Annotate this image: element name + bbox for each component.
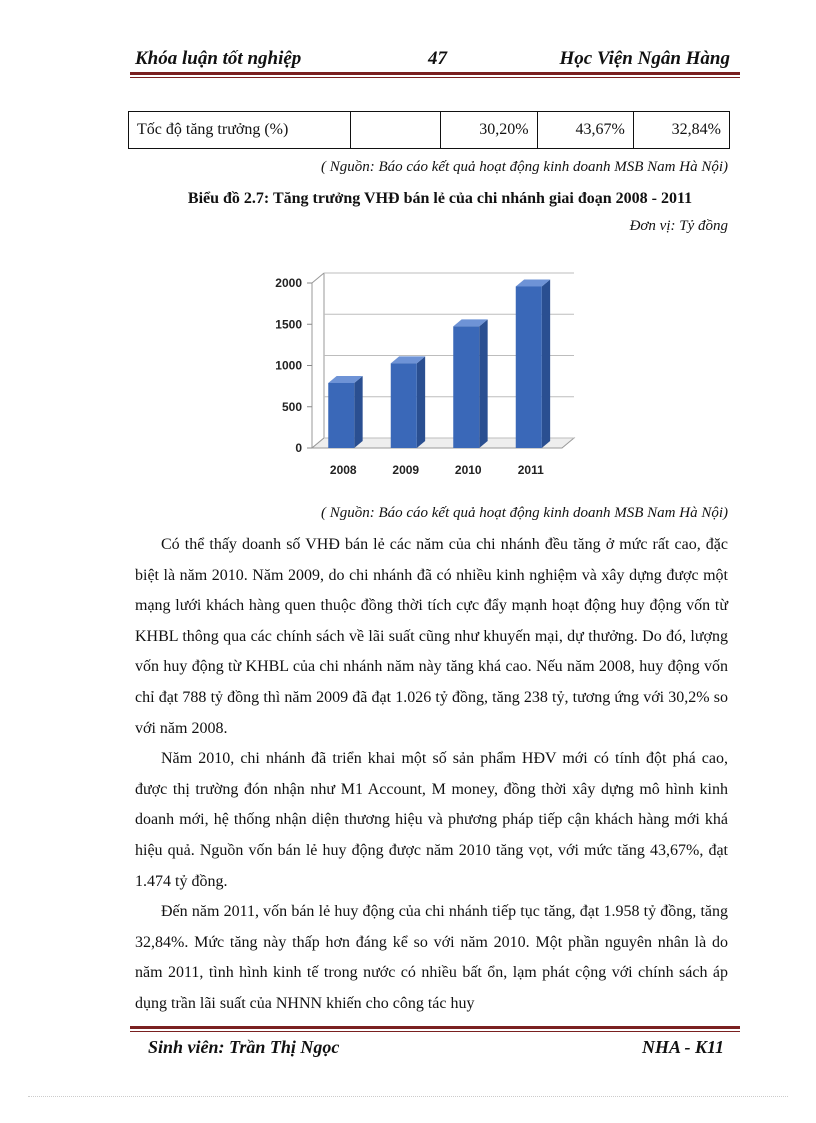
footer-class: NHA - K11 [641, 1037, 724, 1057]
bar-2011 [516, 279, 550, 448]
table-row-label: Tốc độ tăng trưởng (%) [129, 112, 351, 149]
bar-front [453, 326, 479, 448]
chart-bars [328, 279, 550, 448]
header-rule [130, 72, 740, 78]
source-note-bottom: ( Nguồn: Báo cáo kết quả hoạt động kinh doanh MSB Nam Hà Nội) [320, 505, 728, 521]
y-tick-label: 1500 [275, 317, 302, 332]
table-cell: 43,67% [537, 112, 633, 149]
table-cell: 30,20% [441, 112, 537, 149]
page-edge-divider [28, 1096, 788, 1097]
footer-student: Sinh viên: Trần Thị Ngọc [148, 1037, 340, 1057]
chart-caption: Biểu đồ 2.7: Tăng trưởng VHĐ bán lẻ của chi nhánh giai đoạn 2008 - 2011 [187, 190, 693, 207]
y-tick-label: 1000 [275, 358, 302, 373]
unit-label: Đơn vị: Tỷ đồng [629, 218, 728, 234]
bar-side [542, 279, 550, 448]
bar-side [417, 356, 425, 448]
bar-front [328, 383, 354, 448]
body-text [135, 530, 728, 1020]
x-tick-label: 2010 [454, 463, 482, 477]
x-tick-label: 2008 [329, 463, 357, 477]
y-tick-label: 0 [295, 441, 302, 455]
paragraph-3: Đến năm 2011, vốn bán lẻ huy động của chi nhánh tiếp tục tăng, đạt 1.958 tỷ đồng, tăng 32,84%. Mức tăng này thấp hơn đáng kể so với năm 2010. Một phần nguyên nhân là do năm 2011, tình hình kinh tế trong nước có nhiều bất ổn, lạm phát cộng với chính sách áp dụng trần lãi suất của NHNN khiến cho công tác huy [135, 903, 728, 1012]
bar-side [479, 319, 487, 448]
chart-axis [312, 273, 324, 448]
table-cell [351, 112, 441, 149]
source-note-top: ( Nguồn: Báo cáo kết quả hoạt động kinh doanh MSB Nam Hà Nội) [320, 159, 728, 175]
bar-front [516, 286, 542, 448]
footer-rule [130, 1026, 740, 1032]
bar-side [354, 376, 362, 448]
paragraph-2: Năm 2010, chi nhánh đã triển khai một số sản phẩm HĐV mới có tính đột phá cao, được thị trường đón nhận như M1 Account, M money, đồng thời xây dựng mô hình kinh doanh mới, hệ thống nhận diện thương hiệu và phương pháp tiếp cận khách hàng mới khá hiệu quả. Nguồn vốn bán lẻ huy động được năm 2010 tăng vọt, với mức tăng 43,67%, đạt 1.474 tỷ đồng. [135, 750, 728, 890]
chart-y-ticks [275, 276, 302, 455]
y-tick-label: 2000 [275, 276, 302, 290]
bar-2010 [453, 319, 487, 448]
paragraph-1: Có thể thấy doanh số VHĐ bán lẻ các năm của chi nhánh đều tăng ở mức rất cao, đặc biệt là năm 2010. Năm 2009, do chi nhánh đã có nhiều kinh nghiệm và xây dựng được một mạng lưới khách hàng quen thuộc đồng thời tích cực đẩy mạnh hoạt động huy động vốn từ KHBL thông qua các chính sách về lãi suất cũng như khuyến mại, dự thưởng. Do đó, lượng vốn huy động từ KHBL của chi nhánh năm này tăng khá cao. Nếu năm 2008, huy động vốn chỉ đạt 788 tỷ đồng thì năm 2009 đã đạt 1.026 tỷ đồng, tăng 238 tỷ, tương ứng với 30,2% so với năm 2008. [135, 536, 728, 737]
x-tick-label: 2009 [392, 463, 420, 477]
table-cell: 32,84% [633, 112, 729, 149]
y-tick-label: 500 [281, 399, 302, 414]
bar-front [391, 363, 417, 448]
bar-2008 [328, 376, 362, 448]
growth-table [128, 111, 730, 149]
header-right-title: Học Viện Ngân Hàng [559, 48, 730, 69]
x-tick-label: 2011 [517, 463, 544, 477]
chart-x-ticks [330, 463, 544, 477]
table-row [129, 112, 730, 149]
bar-chart [250, 255, 620, 485]
header-left-title: Khóa luận tốt nghiệp [135, 48, 302, 69]
page-number: 47 [428, 48, 447, 69]
bar-2009 [391, 356, 425, 448]
